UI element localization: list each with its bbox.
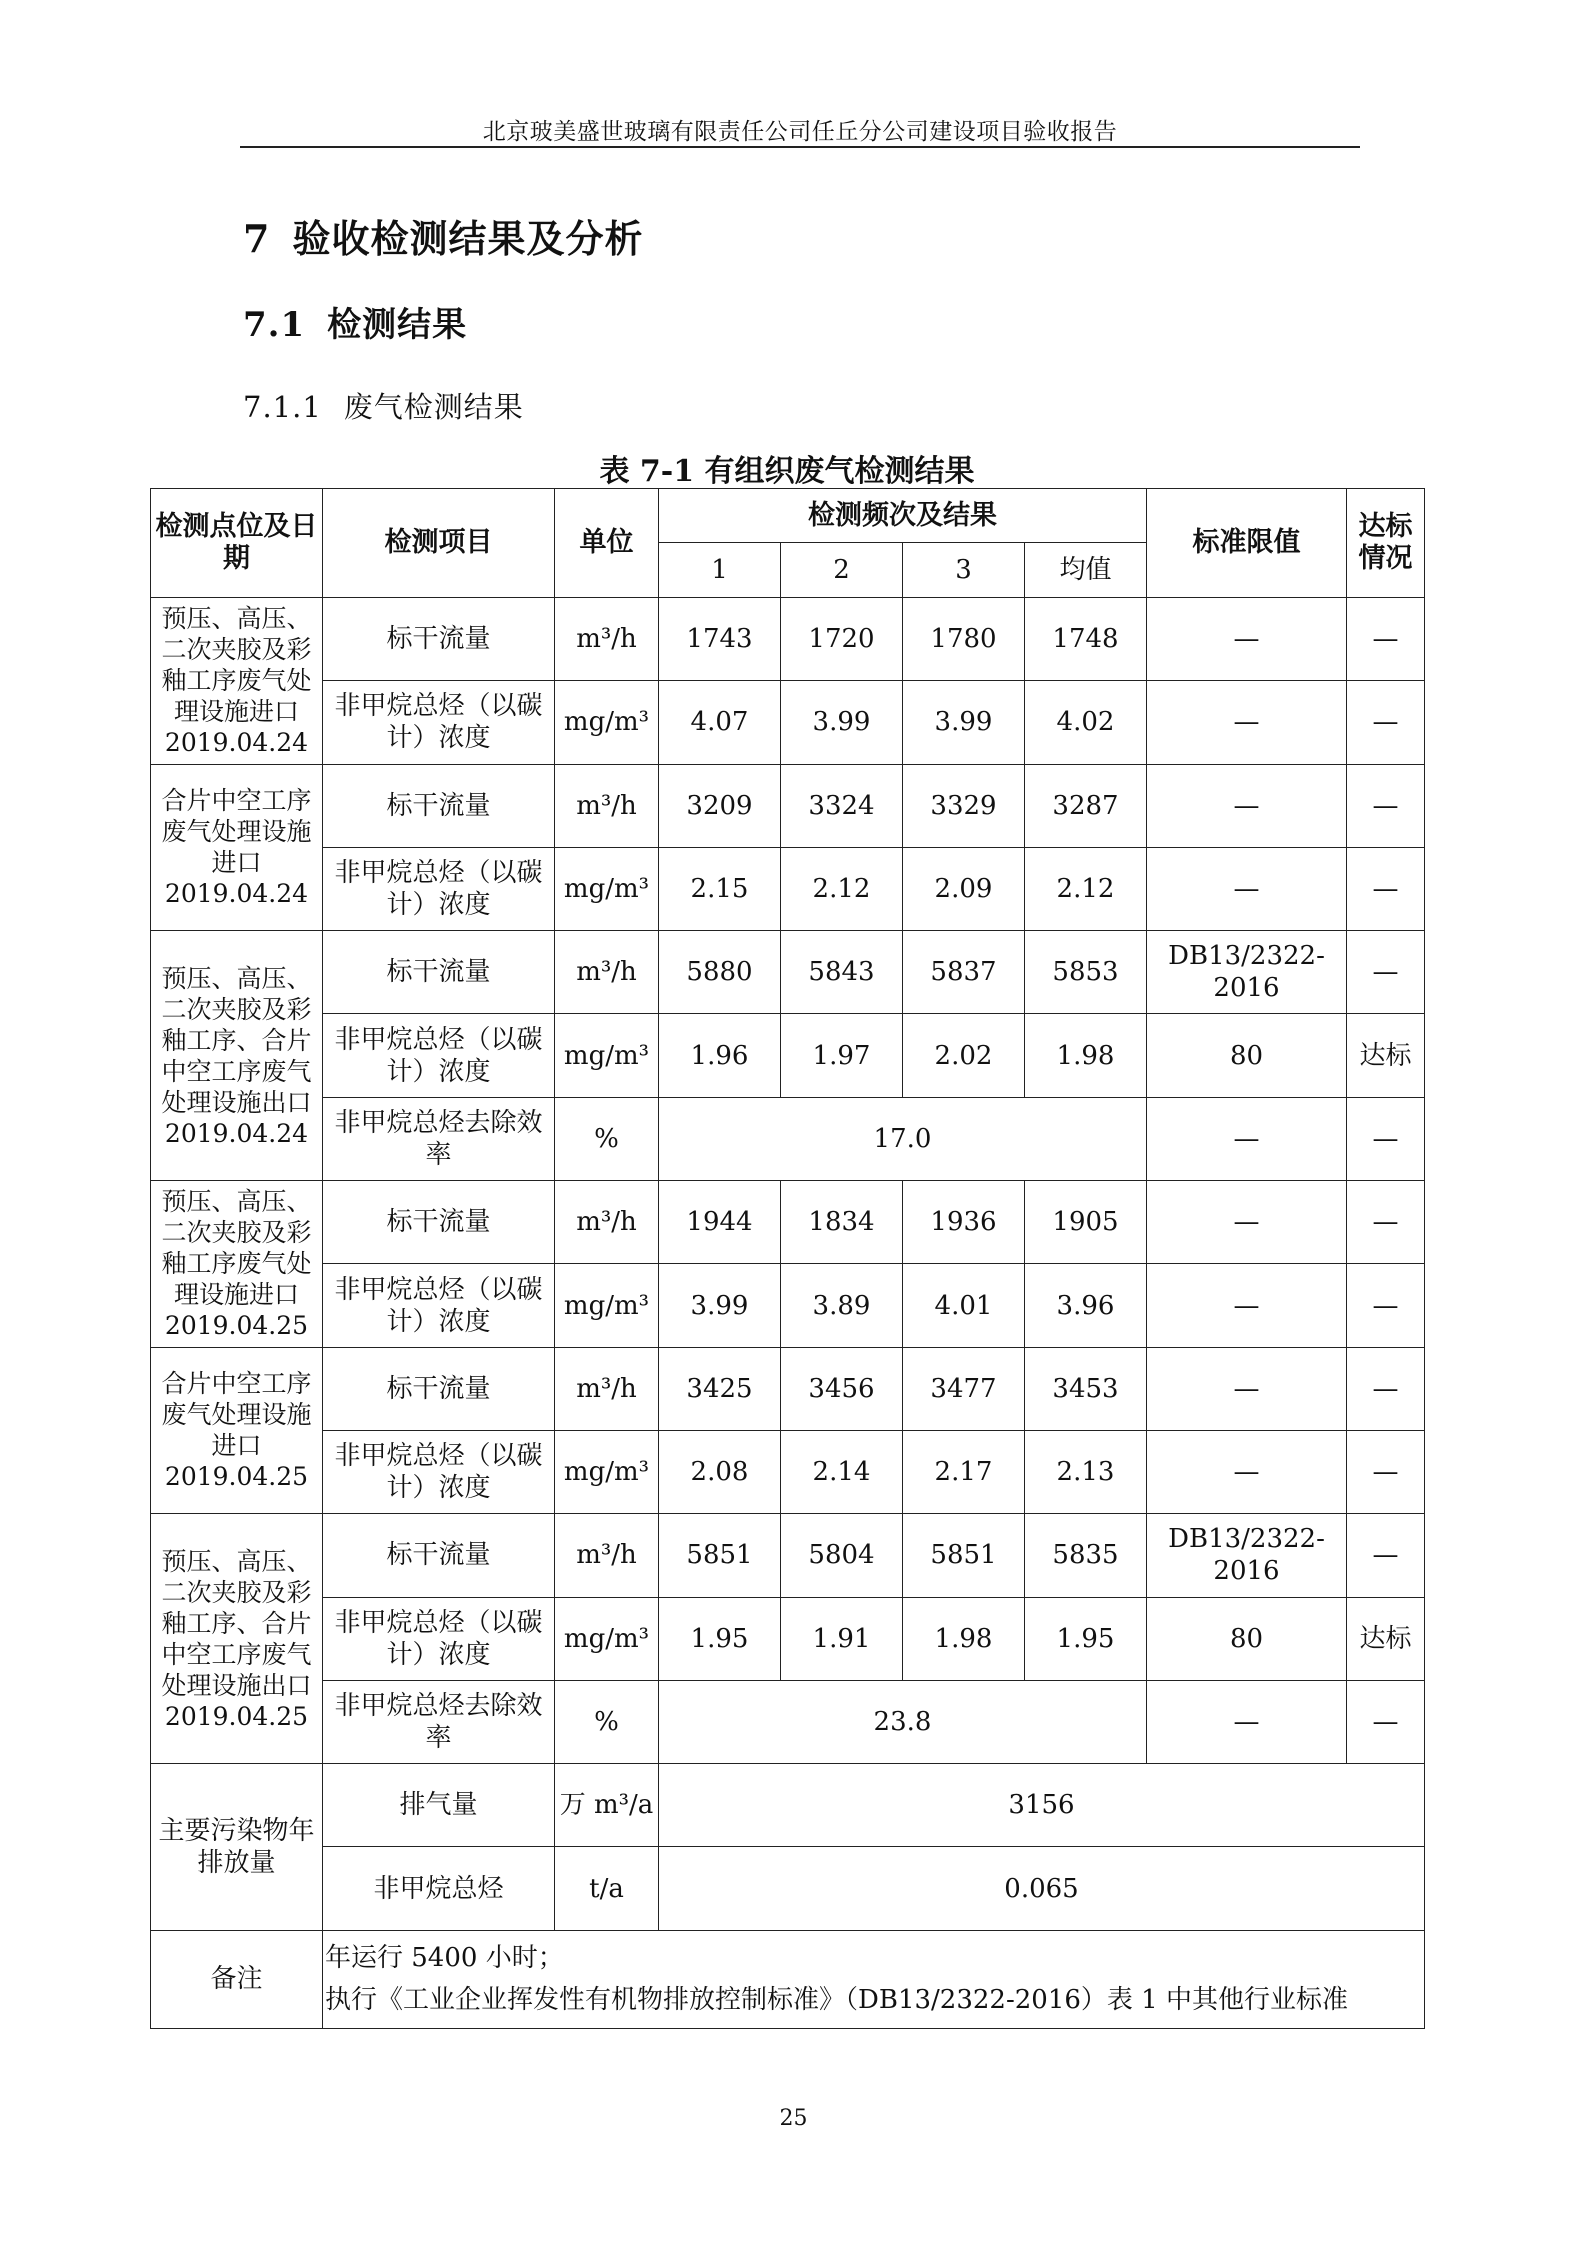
unit-cell: t/a (555, 1847, 659, 1930)
header-c3: 3 (903, 543, 1025, 598)
item-cell: 非甲烷总烃（以碳计）浓度 (323, 1597, 555, 1680)
header-std: 标准限值 (1147, 489, 1347, 598)
standard-cell: DB13/2322-2016 (1147, 931, 1347, 1014)
header-unit: 单位 (555, 489, 659, 598)
table-row (151, 1680, 1425, 1763)
standard-cell: — (1147, 764, 1347, 847)
unit-cell: mg/m³ (555, 1014, 659, 1097)
value-cell: 1905 (1025, 1181, 1147, 1264)
compliance-cell: — (1347, 1430, 1425, 1513)
section-heading (243, 208, 665, 263)
compliance-cell: — (1347, 1097, 1425, 1180)
compliance-cell: — (1347, 681, 1425, 764)
standard-cell: — (1147, 1430, 1347, 1513)
table-row (151, 847, 1425, 930)
value-cell: 1748 (1025, 598, 1147, 681)
item-cell: 排气量 (323, 1764, 555, 1847)
standard-cell: — (1147, 1347, 1347, 1430)
item-cell: 标干流量 (323, 931, 555, 1014)
value-cell: 2.09 (903, 847, 1025, 930)
value-cell: 4.01 (903, 1264, 1025, 1347)
remarks-row (151, 1930, 1425, 2028)
table-row (151, 1181, 1425, 1264)
standard-cell: — (1147, 598, 1347, 681)
value-cell: 2.12 (781, 847, 903, 930)
subsection-title: 检测结果 (327, 305, 468, 345)
table-row (151, 681, 1425, 764)
value-cell: 3.89 (781, 1264, 903, 1347)
table-row (151, 1097, 1425, 1180)
value-cell: 3324 (781, 764, 903, 847)
remarks-label: 备注 (151, 1930, 323, 2028)
value-cell: 3329 (903, 764, 1025, 847)
compliance-cell: — (1347, 1680, 1425, 1763)
value-cell: 1.95 (659, 1597, 781, 1680)
compliance-cell: 达标 (1347, 1014, 1425, 1097)
value-cell: 1944 (659, 1181, 781, 1264)
header-avg: 均值 (1025, 543, 1147, 598)
unit-cell: m³/h (555, 931, 659, 1014)
value-cell: 1.91 (781, 1597, 903, 1680)
value-cell: 2.17 (903, 1430, 1025, 1513)
standard-cell: — (1147, 681, 1347, 764)
value-cell: 2.13 (1025, 1430, 1147, 1513)
value-cell: 4.07 (659, 681, 781, 764)
value-cell: 3.99 (659, 1264, 781, 1347)
value-cell: 3.99 (903, 681, 1025, 764)
table-row (151, 1597, 1425, 1680)
subsubsection-heading (243, 385, 546, 426)
compliance-cell: — (1347, 1181, 1425, 1264)
table-row (151, 1430, 1425, 1513)
unit-cell: mg/m³ (555, 847, 659, 930)
header-c1: 1 (659, 543, 781, 598)
site-cell: 预压、高压、二次夹胶及彩釉工序废气处理设施进口 2019.04.24 (151, 598, 323, 765)
subsubsection-number: 7.1.1 (243, 390, 322, 424)
value-cell: 1936 (903, 1181, 1025, 1264)
table-body (151, 489, 1425, 2029)
value-cell: 2.12 (1025, 847, 1147, 930)
unit-cell: m³/h (555, 1347, 659, 1430)
value-cell: 1720 (781, 598, 903, 681)
value-cell: 5837 (903, 931, 1025, 1014)
subsection-number: 7.1 (243, 305, 306, 345)
subsection-heading (243, 297, 489, 346)
header-ok: 达标情况 (1347, 489, 1425, 598)
header-rule (240, 146, 1360, 148)
unit-cell: % (555, 1680, 659, 1763)
value-cell: 1743 (659, 598, 781, 681)
value-cell: 2.02 (903, 1014, 1025, 1097)
table-header-row (151, 489, 1425, 543)
compliance-cell: — (1347, 598, 1425, 681)
value-cell: 1.98 (903, 1597, 1025, 1680)
item-cell: 非甲烷总烃（以碳计）浓度 (323, 681, 555, 764)
value-cell: 3453 (1025, 1347, 1147, 1430)
standard-cell: 80 (1147, 1597, 1347, 1680)
table-row (151, 598, 1425, 681)
remarks-line: 执行《工业企业挥发性有机物排放控制标准》（DB13/2322-2016）表 1 中其他行业标准 (325, 1985, 1348, 2016)
value-cell: 5880 (659, 931, 781, 1014)
value-cell: 3.99 (781, 681, 903, 764)
value-cell: 2.14 (781, 1430, 903, 1513)
emissions-label: 主要污染物年排放量 (151, 1764, 323, 1931)
value-cell: 1.97 (781, 1014, 903, 1097)
compliance-cell: — (1347, 847, 1425, 930)
unit-cell: 万 m³/a (555, 1764, 659, 1847)
unit-cell: m³/h (555, 1514, 659, 1597)
table-row (151, 1014, 1425, 1097)
site-cell: 合片中空工序废气处理设施进口 2019.04.24 (151, 764, 323, 931)
value-cell: 3477 (903, 1347, 1025, 1430)
standard-cell: 80 (1147, 1014, 1347, 1097)
table-row (151, 1514, 1425, 1597)
compliance-cell: — (1347, 1347, 1425, 1430)
item-cell: 标干流量 (323, 598, 555, 681)
table-row (151, 931, 1425, 1014)
unit-cell: mg/m³ (555, 1597, 659, 1680)
compliance-cell: 达标 (1347, 1597, 1425, 1680)
site-cell: 预压、高压、二次夹胶及彩釉工序、合片中空工序废气处理设施出口 2019.04.24 (151, 931, 323, 1181)
subsubsection-title: 废气检测结果 (343, 390, 524, 424)
emissions-value: 3156 (659, 1764, 1425, 1847)
compliance-cell: — (1347, 764, 1425, 847)
value-cell: 5851 (659, 1514, 781, 1597)
unit-cell: mg/m³ (555, 1430, 659, 1513)
section-number: 7 (243, 216, 271, 261)
value-cell: 3425 (659, 1347, 781, 1430)
standard-cell: — (1147, 1097, 1347, 1180)
value-cell: 4.02 (1025, 681, 1147, 764)
value-cell: 5851 (903, 1514, 1025, 1597)
item-cell: 标干流量 (323, 1347, 555, 1430)
value-cell: 5853 (1025, 931, 1147, 1014)
unit-cell: m³/h (555, 1181, 659, 1264)
site-cell: 预压、高压、二次夹胶及彩釉工序、合片中空工序废气处理设施出口 2019.04.25 (151, 1514, 323, 1764)
compliance-cell: — (1347, 1514, 1425, 1597)
item-cell: 标干流量 (323, 1181, 555, 1264)
standard-cell: DB13/2322-2016 (1147, 1514, 1347, 1597)
standard-cell: — (1147, 1680, 1347, 1763)
unit-cell: mg/m³ (555, 1264, 659, 1347)
efficiency-cell: 23.8 (659, 1680, 1147, 1763)
standard-cell: — (1147, 847, 1347, 930)
value-cell: 3287 (1025, 764, 1147, 847)
table-row (151, 764, 1425, 847)
standard-cell: — (1147, 1264, 1347, 1347)
item-cell: 标干流量 (323, 1514, 555, 1597)
value-cell: 3209 (659, 764, 781, 847)
header-freq: 检测频次及结果 (659, 489, 1147, 543)
page-number: 25 (779, 2106, 808, 2131)
efficiency-cell: 17.0 (659, 1097, 1147, 1180)
value-cell: 5804 (781, 1514, 903, 1597)
section-title: 验收检测结果及分析 (292, 216, 644, 261)
item-cell: 非甲烷总烃（以碳计）浓度 (323, 1264, 555, 1347)
emissions-value: 0.065 (659, 1847, 1425, 1930)
header-site: 检测点位及日期 (151, 489, 323, 598)
remarks-line: 年运行 5400 小时； (325, 1943, 564, 1974)
item-cell: 标干流量 (323, 764, 555, 847)
site-cell: 预压、高压、二次夹胶及彩釉工序废气处理设施进口 2019.04.25 (151, 1181, 323, 1348)
unit-cell: % (555, 1097, 659, 1180)
item-cell: 非甲烷总烃（以碳计）浓度 (323, 1014, 555, 1097)
value-cell: 3456 (781, 1347, 903, 1430)
table-caption: 表 7-1 有组织废气检测结果 (599, 454, 975, 489)
item-cell: 非甲烷总烃 (323, 1847, 555, 1930)
header-item: 检测项目 (323, 489, 555, 598)
value-cell: 5835 (1025, 1514, 1147, 1597)
value-cell: 1.95 (1025, 1597, 1147, 1680)
header-c2: 2 (781, 543, 903, 598)
page-header: 北京玻美盛世玻璃有限责任公司任丘分公司建设项目验收报告 (482, 119, 1118, 145)
unit-cell: m³/h (555, 764, 659, 847)
emissions-row (151, 1764, 1425, 1847)
value-cell: 1780 (903, 598, 1025, 681)
value-cell: 1.96 (659, 1014, 781, 1097)
value-cell: 1834 (781, 1181, 903, 1264)
item-cell: 非甲烷总烃去除效率 (323, 1097, 555, 1180)
unit-cell: mg/m³ (555, 681, 659, 764)
value-cell: 2.08 (659, 1430, 781, 1513)
results-table (150, 488, 1425, 2029)
item-cell: 非甲烷总烃去除效率 (323, 1680, 555, 1763)
remarks-text (323, 1930, 1425, 2028)
value-cell: 2.15 (659, 847, 781, 930)
value-cell: 5843 (781, 931, 903, 1014)
table-row (151, 1264, 1425, 1347)
standard-cell: — (1147, 1181, 1347, 1264)
compliance-cell: — (1347, 931, 1425, 1014)
unit-cell: m³/h (555, 598, 659, 681)
table-row (151, 1347, 1425, 1430)
compliance-cell: — (1347, 1264, 1425, 1347)
value-cell: 3.96 (1025, 1264, 1147, 1347)
value-cell: 1.98 (1025, 1014, 1147, 1097)
item-cell: 非甲烷总烃（以碳计）浓度 (323, 1430, 555, 1513)
emissions-row (151, 1847, 1425, 1930)
site-cell: 合片中空工序废气处理设施进口 2019.04.25 (151, 1347, 323, 1514)
item-cell: 非甲烷总烃（以碳计）浓度 (323, 847, 555, 930)
